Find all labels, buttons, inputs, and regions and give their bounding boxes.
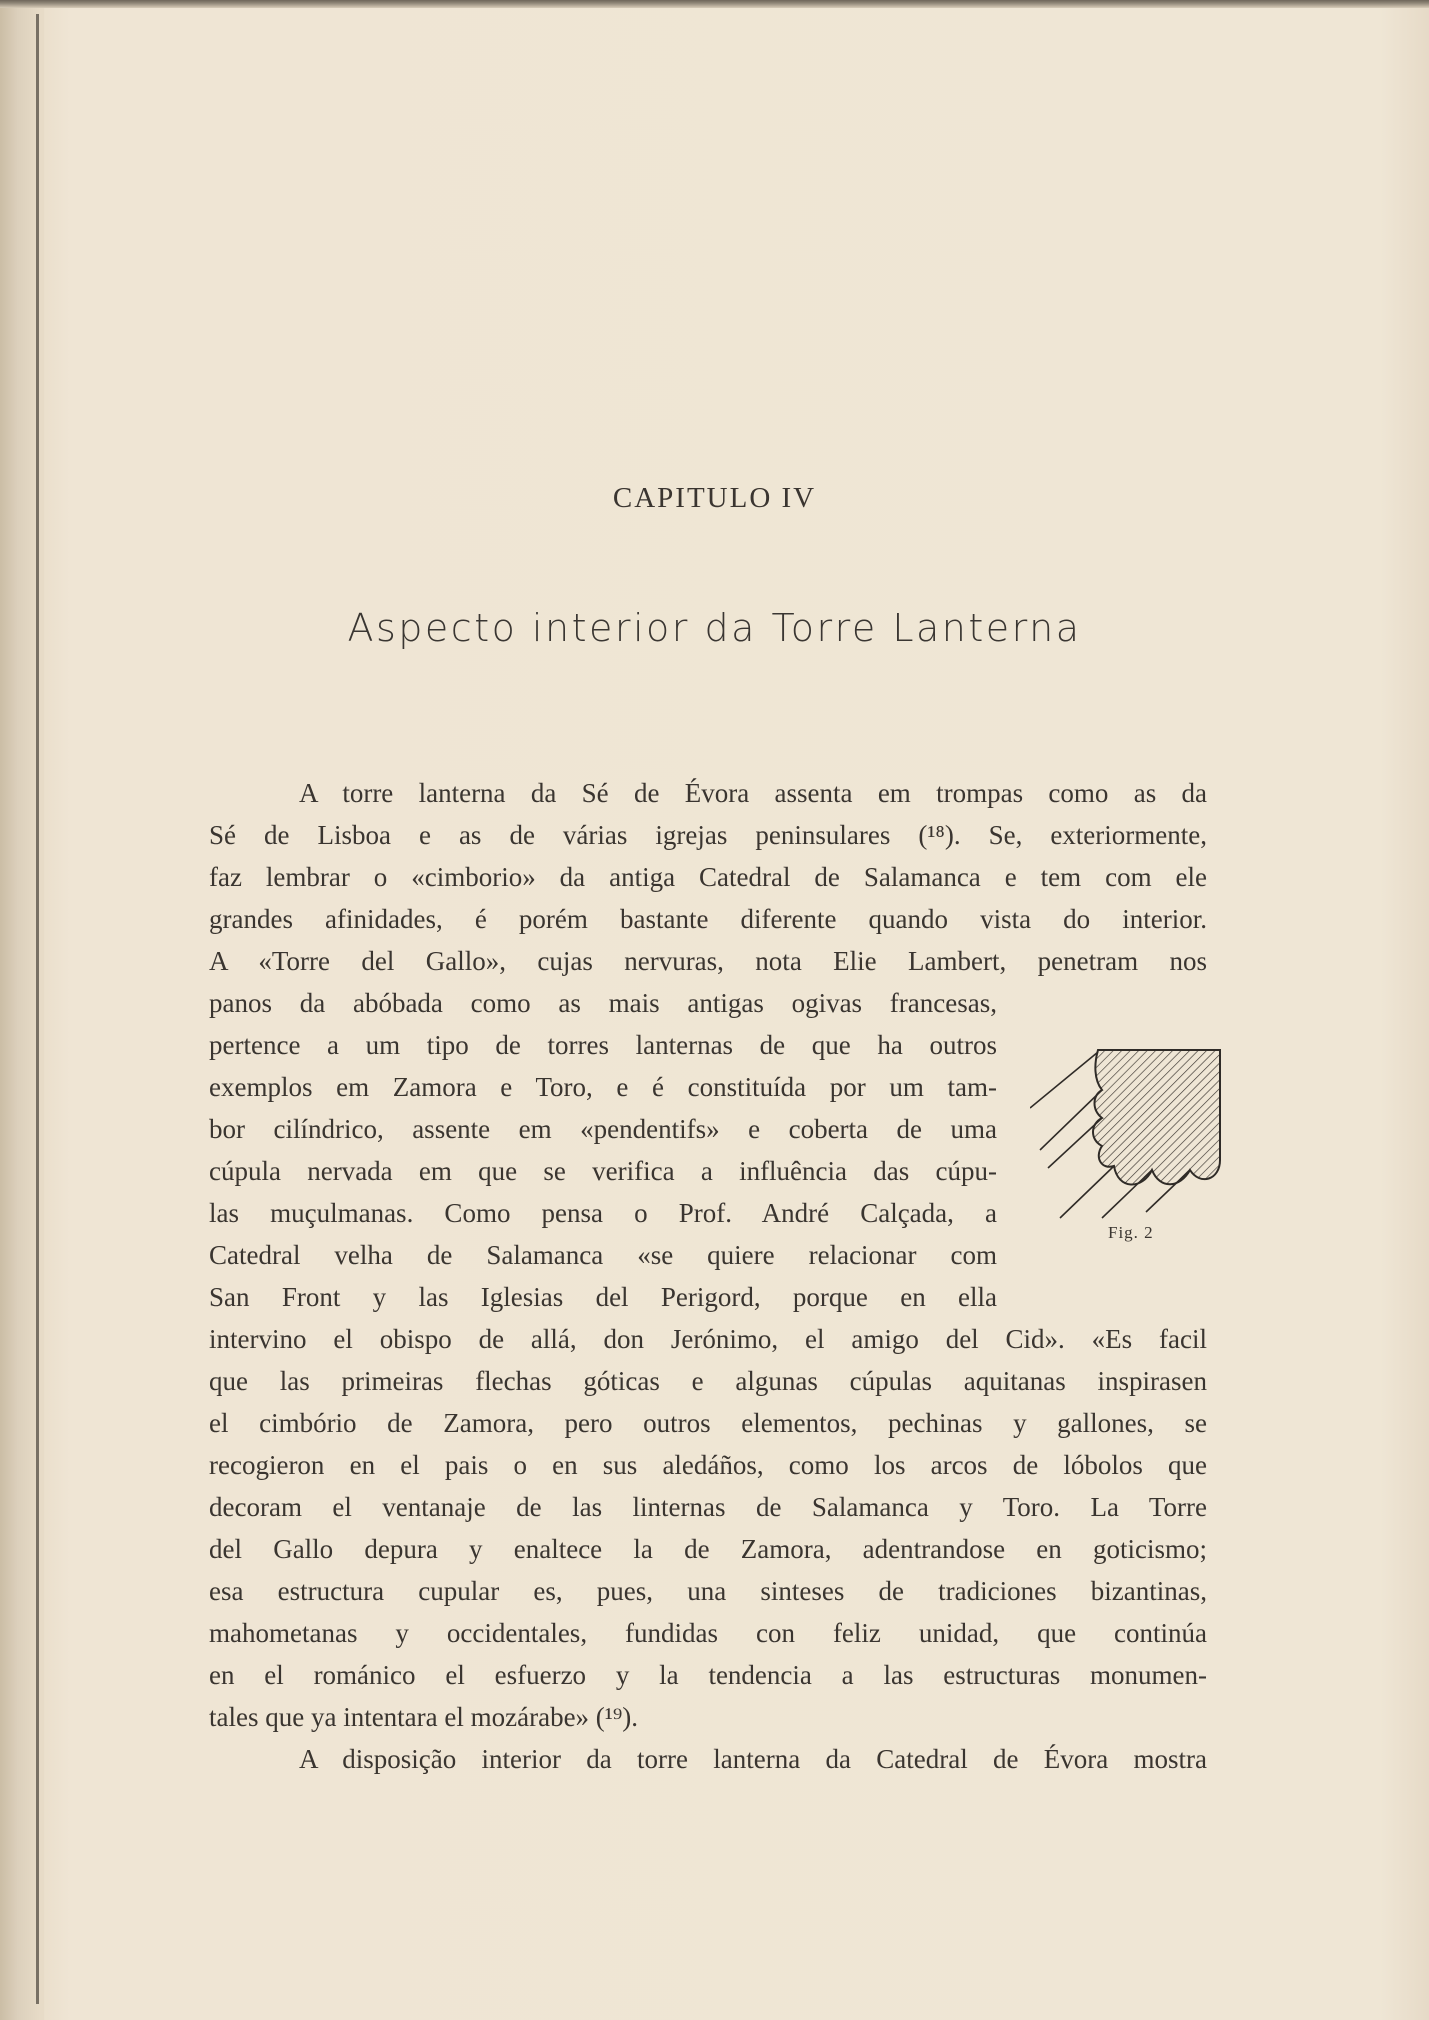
projection-line bbox=[1060, 1166, 1114, 1218]
page-top-edge bbox=[0, 0, 1429, 8]
text-line: Catedral velha de Salamanca «se quiere relacionar com bbox=[209, 1240, 997, 1270]
text-line: del Gallo depura y enaltece la de Zamora, adentrandose en goticismo; bbox=[209, 1534, 1207, 1564]
spine-edge bbox=[36, 14, 39, 2004]
rib-section bbox=[1093, 1050, 1220, 1185]
projection-line bbox=[1030, 1052, 1098, 1108]
text-line: bor cilíndrico, assente em «pendentifs» e coberta de uma bbox=[209, 1114, 997, 1144]
text-line: faz lembrar o «cimborio» da antiga Catedral de Salamanca e tem com ele bbox=[209, 862, 1207, 892]
text-line: esa estructura cupular es, pues, una sinteses de tradiciones bizantinas, bbox=[209, 1576, 1207, 1606]
chapter-heading: CAPITULO IV bbox=[612, 482, 817, 514]
text-line: decoram el ventanaje de las linternas de Salamanca y Toro. La Torre bbox=[209, 1492, 1207, 1522]
figure-caption: Fig. 2 bbox=[1108, 1223, 1154, 1242]
rib-profile-figure bbox=[1030, 1040, 1230, 1230]
text-line: San Front y las Iglesias del Perigord, porque en ella bbox=[209, 1282, 997, 1312]
text-line: tales que ya intentara el mozárabe» (¹⁹). bbox=[209, 1702, 639, 1732]
text-line: pertence a um tipo de torres lanternas de que ha outros bbox=[209, 1030, 997, 1060]
text-line: intervino el obispo de allá, don Jerónimo, el amigo del Cid». «Es facil bbox=[209, 1324, 1207, 1354]
text-line: las muçulmanas. Como pensa o Prof. André Calçada, a bbox=[209, 1198, 997, 1228]
text-line: grandes afinidades, é porém bastante diferente quando vista do interior. bbox=[209, 904, 1207, 934]
text-line: cúpula nervada em que se verifica a influência das cúpu- bbox=[209, 1156, 997, 1186]
projection-line bbox=[1048, 1118, 1102, 1168]
projection-line bbox=[1040, 1090, 1102, 1150]
text-line: recogieron en el pais o en sus aledáños, como los arcos de lóbolos que bbox=[209, 1450, 1207, 1480]
text-line: panos da abóbada como as mais antigas ogivas francesas, bbox=[209, 988, 997, 1018]
text-line: Sé de Lisboa e as de várias igrejas peninsulares (¹⁸). Se, exteriormente, bbox=[209, 820, 1207, 850]
text-line: en el románico el esfuerzo y la tendencia a las estructuras monumen- bbox=[209, 1660, 1207, 1690]
text-line: que las primeiras flechas góticas e algunas cúpulas aquitanas inspirasen bbox=[209, 1366, 1207, 1396]
text-line: mahometanas y occidentales, fundidas con feliz unidad, que continúa bbox=[209, 1618, 1207, 1648]
text-line: exemplos em Zamora e Toro, e é constituída por um tam- bbox=[209, 1072, 997, 1102]
text-line: A disposição interior da torre lanterna da Catedral de Évora mostra bbox=[299, 1744, 1207, 1774]
text-line: A torre lanterna da Sé de Évora assenta em trompas como as da bbox=[299, 778, 1207, 808]
text-line: A «Torre del Gallo», cujas nervuras, nota Elie Lambert, penetram nos bbox=[209, 946, 1207, 976]
text-line: el cimbório de Zamora, pero outros elementos, pechinas y gallones, se bbox=[209, 1408, 1207, 1438]
chapter-title: Aspecto interior da Torre Lanterna bbox=[347, 606, 1082, 650]
